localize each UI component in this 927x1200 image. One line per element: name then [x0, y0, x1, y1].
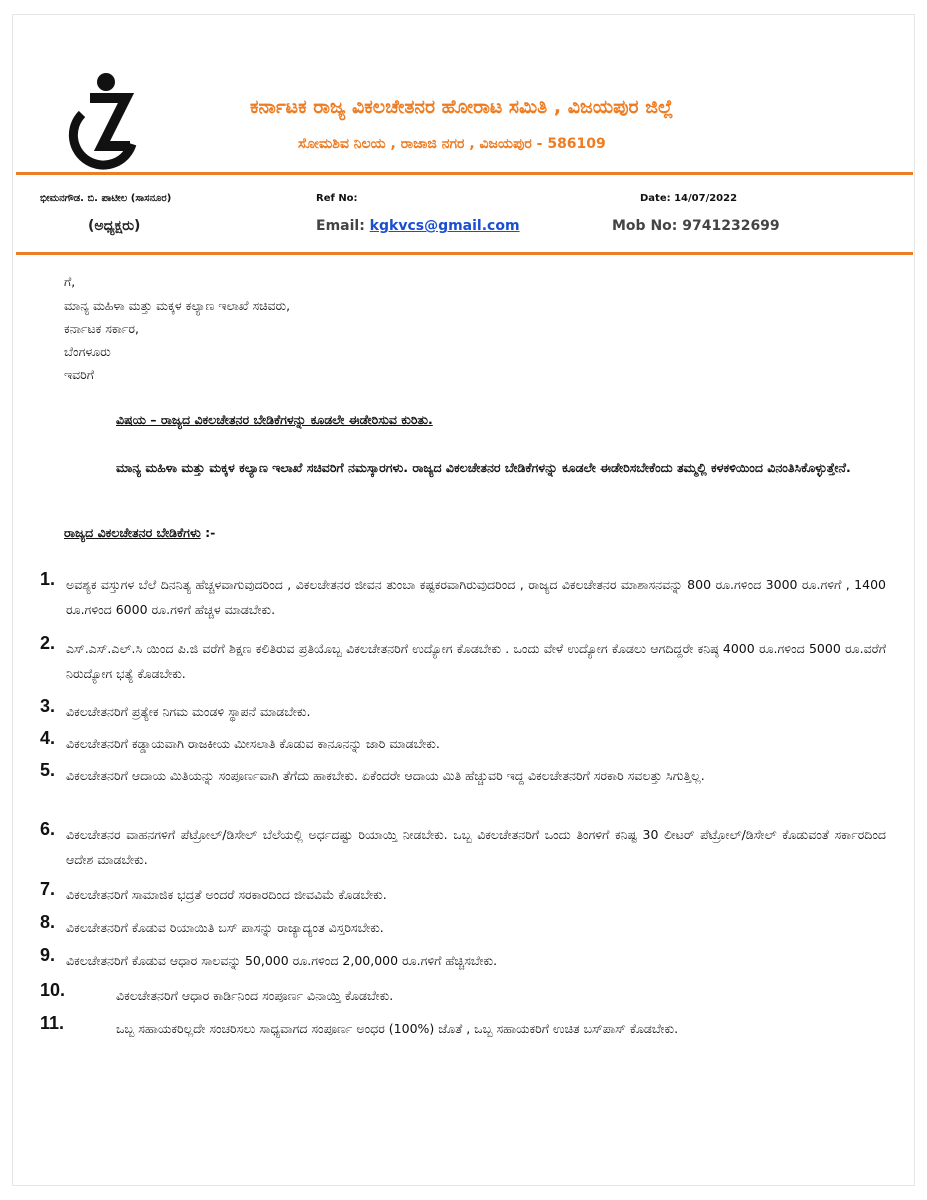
- email-label: Email:: [316, 218, 370, 234]
- header-divider-top: [16, 172, 913, 175]
- addressee-line: ಇವರಿಗೆ: [64, 367, 95, 382]
- subject-text: – ರಾಜ್ಯದ ವಿಕಲಚೇತನರ ಬೇಡಿಕೆಗಳನ್ನು ಕೂಡಲೇ ಈಡೇರಿಸುವ ಕುರಿತು.: [145, 412, 433, 427]
- demands-heading-label: ರಾಜ್ಯದ ವಿಕಲಚೇತನರ ಬೇಡಿಕೆಗಳು: [64, 525, 201, 540]
- addressee-line: ಕರ್ನಾಟಕ ಸರ್ಕಾರ,: [64, 321, 139, 336]
- demand-number: 1.: [40, 569, 56, 589]
- demand-number: 8.: [40, 912, 56, 932]
- demand-number: 9.: [40, 945, 56, 965]
- president-name: ಭೀಮನಗೌಡ. ಬಿ. ಪಾಟೀಲ (ಸಾಸನೂರ): [40, 193, 172, 204]
- mobile-number: Mob No: 9741232699: [612, 218, 780, 234]
- demand-text: ಅವಶ್ಯಕ ವಸ್ತುಗಳ ಬೆಲೆ ದಿನನಿತ್ಯ ಹೆಚ್ಚಳವಾಗುವುದರಿಂದ , ವಿಕಲಚೇತನರ ಜೀವನ ತುಂಬಾ ಕಷ್ಟಕರವಾಗಿರುವುದರಿಂದ , ರಾಜ್ಯದ ವಿಕಲಚೇತನರ ಮಾಶಾಸನವನ್ನು 800 ರೂ.ಗಳಿಂದ 3000 ರೂ.ಗಳಿಗೆ , 1400 ರೂ.ಗಳಿಂದ 6000 ರೂ.ಗಳಿಗೆ ಹೆಚ್ಚಳ ಮಾಡಬೇಕು.: [66, 577, 886, 617]
- demand-number: 11.: [40, 1013, 65, 1033]
- demand-text: ಒಬ್ಬ ಸಹಾಯಕರಿಲ್ಲದೇ ಸಂಚರಿಸಲು ಸಾಧ್ಯವಾಗದ ಸಂಪೂರ್ಣ ಅಂಧರ (100%) ಜೊತೆ , ಒಬ್ಬ ಸಹಾಯಕರಿಗೆ ಉಚಿತ ಬಸ್‌ಪಾಸ್ ಕೊಡಬೇಕು.: [116, 1021, 679, 1036]
- demand-number: 3.: [40, 696, 56, 716]
- demands-heading-suffix: :-: [200, 525, 216, 540]
- demands-heading: [64, 525, 215, 541]
- demand-number: 2.: [40, 633, 56, 653]
- addressee-line: ಬೆಂಗಳೂರು: [64, 344, 111, 359]
- demand-text: ಎಸ್.ಎಸ್.ಎಲ್.ಸಿ ಯಿಂದ ಪಿ.ಜಿ ವರೆಗೆ ಶಿಕ್ಷಣ ಕಲಿತಿರುವ ಪ್ರತಿಯೊಬ್ಬ ವಿಕಲಚೇತನರಿಗೆ ಉದ್ಯೋಗ ಕೊಡಬೇಕು . ಒಂದು ವೇಳೆ ಉದ್ಯೋಗ ಕೊಡಲು ಆಗದಿದ್ದರೇ ಕನಿಷ್ಠ 4000 ರೂ.ಗಳಿಂದ 5000 ರೂ.ವರೆಗೆ ನಿರುದ್ಯೋಗ ಭತ್ಯೆ ಕೊಡಬೇಕು.: [66, 641, 886, 681]
- letter-date: Date: 14/07/2022: [640, 193, 738, 204]
- organization-name: ಕರ್ನಾಟಕ ರಾಜ್ಯ ವಿಕಲಚೇತನರ ಹೋರಾಟ ಸಮಿತಿ , ವಿಜಯಪುರ ಜಿಲ್ಲೆ: [250, 96, 674, 118]
- email-link[interactable]: kgkvcs@gmail.com: [369, 218, 520, 234]
- president-title: (ಅಧ್ಯಕ್ಷರು): [88, 218, 141, 234]
- demand-text: ವಿಕಲಚೇತನರಿಗೆ ಸಾಮಾಜಿಕ ಭದ್ರತೆ ಅಂದರೆ ಸರಕಾರದಿಂದ ಜೀವವಿಮೆ ಕೊಡಬೇಕು.: [66, 887, 387, 902]
- demand-text: ವಿಕಲಚೇತನರ ವಾಹನಗಳಿಗೆ ಪೆಟ್ರೋಲ್/ಡಿಸೇಲ್ ಬೆಲೆಯಲ್ಲಿ ಅರ್ಧದಷ್ಟು ರಿಯಾಯ್ತಿ ನೀಡಬೇಕು. ಒಬ್ಬ ವಿಕಲಚೇತನರಿಗೆ ಒಂದು ತಿಂಗಳಿಗೆ ಕನಿಷ್ಟ 30 ಲೀಟರ್ ಪೆಟ್ರೋಲ್/ಡಿಸೇಲ್ ಕೊಡುವಂತೆ ಸರ್ಕಾರದಿಂದ ಆದೇಶ ಮಾಡಬೇಕು.: [66, 827, 886, 867]
- organization-address: ಸೋಮಶಿವ ನಿಲಯ , ರಾಜಾಜಿ ನಗರ , ವಿಜಯಪುರ - 586109: [298, 136, 606, 152]
- demand-number: 4.: [40, 728, 56, 748]
- demand-text: ವಿಕಲಚೇತನರಿಗೆ ಆಧಾರ ಕಾರ್ಡಿನಿಂದ ಸಂಪೂರ್ಣ ವಿನಾಯ್ತಿ ಕೊಡಬೇಕು.: [116, 988, 394, 1003]
- demand-text: ವಿಕಲಚೇತನರಿಗೆ ಪ್ರತ್ಯೇಕ ನಿಗಮ ಮಂಡಳಿ ಸ್ಥಾಪನೆ ಮಾಡಬೇಕು.: [66, 704, 311, 719]
- reference-number: Ref No:: [316, 193, 358, 204]
- demand-text: ವಿಕಲಚೇತನರಿಗೆ ಕಡ್ಡಾಯವಾಗಿ ರಾಜಕೀಯ ಮೀಸಲಾತಿ ಕೊಡುವ ಕಾನೂನನ್ನು ಜಾರಿ ಮಾಡಬೇಕು.: [66, 736, 440, 751]
- demand-text: ವಿಕಲಚೇತನರಿಗೆ ಕೊಡುವ ರಿಯಾಯಿತಿ ಬಸ್ ಪಾಸನ್ನು ರಾಜ್ಯಾದ್ಯಂತ ವಿಸ್ತರಿಸಬೇಕು.: [66, 920, 384, 935]
- demand-number: 6.: [40, 819, 56, 839]
- demand-number: 5.: [40, 760, 56, 780]
- header-divider-bottom: [16, 252, 913, 255]
- demand-text: ವಿಕಲಚೇತನರಿಗೆ ಆದಾಯ ಮಿತಿಯನ್ನು ಸಂಪೂರ್ಣವಾಗಿ ತೆಗೆದು ಹಾಕಬೇಕು. ಏಕೆಂದರೇ ಆದಾಯ ಮಿತಿ ಹೆಚ್ಚುವರಿ ಇದ್ದ ವಿಕಲಚೇತನರಿಗೆ ಸರಕಾರಿ ಸವಲತ್ತು ಸಿಗುತ್ತಿಲ್ಲ.: [66, 768, 705, 783]
- demand-number: 10.: [40, 980, 66, 1000]
- addressee-line: ಮಾನ್ಯ ಮಹಿಳಾ ಮತ್ತು ಮಕ್ಕಳ ಕಲ್ಯಾಣ ಇಲಾಖೆ ಸಚಿವರು,: [64, 298, 291, 313]
- addressee-line: ಗೆ,: [64, 274, 76, 289]
- subject-label: ವಿಷಯ: [116, 412, 146, 427]
- greeting-paragraph: ಮಾನ್ಯ ಮಹಿಳಾ ಮತ್ತು ಮಕ್ಕಳ ಕಲ್ಯಾಣ ಇಲಾಖೆ ಸಚಿವರಿಗೆ ನಮಸ್ಕಾರಗಳು. ರಾಜ್ಯದ ವಿಕಲಚೇತನರ ಬೇಡಿಕೆಗಳನ್ನು ಕೂಡಲೇ ಈಡೇರಿಸಬೇಕೆಂದು ತಮ್ಮಲ್ಲಿ ಕಳಕಳಿಯಿಂದ ವಿನಂತಿಸಿಕೊಳ್ಳುತ್ತೇನೆ.: [116, 460, 851, 475]
- demand-number: 7.: [40, 879, 56, 899]
- subject-line: [116, 412, 433, 428]
- wheelchair-icon: [46, 72, 138, 170]
- demand-text: ವಿಕಲಚೇತನರಿಗೆ ಕೊಡುವ ಆಧಾರ ಸಾಲವನ್ನು 50,000 ರೂ.ಗಳಿಂದ 2,00,000 ರೂ.ಗಳಿಗೆ ಹೆಚ್ಚಿಸಬೇಕು.: [66, 953, 498, 968]
- email-line: [316, 218, 520, 234]
